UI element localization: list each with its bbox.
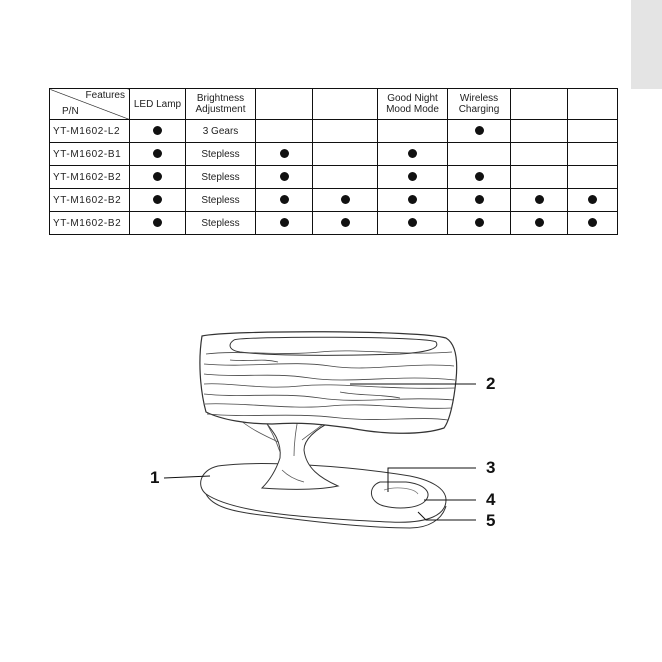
- lamp-body: [200, 332, 457, 434]
- header-wireless-charging: Wireless Charging: [448, 89, 511, 120]
- callout-4: 4: [486, 490, 496, 509]
- part-number-cell: YT-M1602-B2: [50, 189, 130, 212]
- part-number-cell: YT-M1602-L2: [50, 120, 130, 143]
- feature-cell-brightness: Stepless: [186, 143, 256, 166]
- features-label: Features: [85, 90, 125, 101]
- pn-label: P/N: [62, 106, 79, 117]
- header-led-lamp: LED Lamp: [130, 89, 186, 120]
- callout-1: 1: [150, 468, 160, 487]
- feature-cell-brightness: Stepless: [186, 166, 256, 189]
- feature-cell-brightness: Stepless: [186, 212, 256, 235]
- header-brightness: Brightness Adjustment: [186, 89, 256, 120]
- callout-3: 3: [486, 458, 496, 477]
- base-outline: [201, 464, 446, 523]
- feature-cell-brightness: 3 Gears: [186, 120, 256, 143]
- part-number-cell: YT-M1602-B2: [50, 212, 130, 235]
- callout-2: 2: [486, 374, 496, 393]
- part-number-cell: YT-M1602-B1: [50, 143, 130, 166]
- part-number-cell: YT-M1602-B2: [50, 166, 130, 189]
- header-mood-mode: Good Night Mood Mode: [378, 89, 448, 120]
- feature-cell-brightness: Stepless: [186, 189, 256, 212]
- callout-5: 5: [486, 511, 496, 530]
